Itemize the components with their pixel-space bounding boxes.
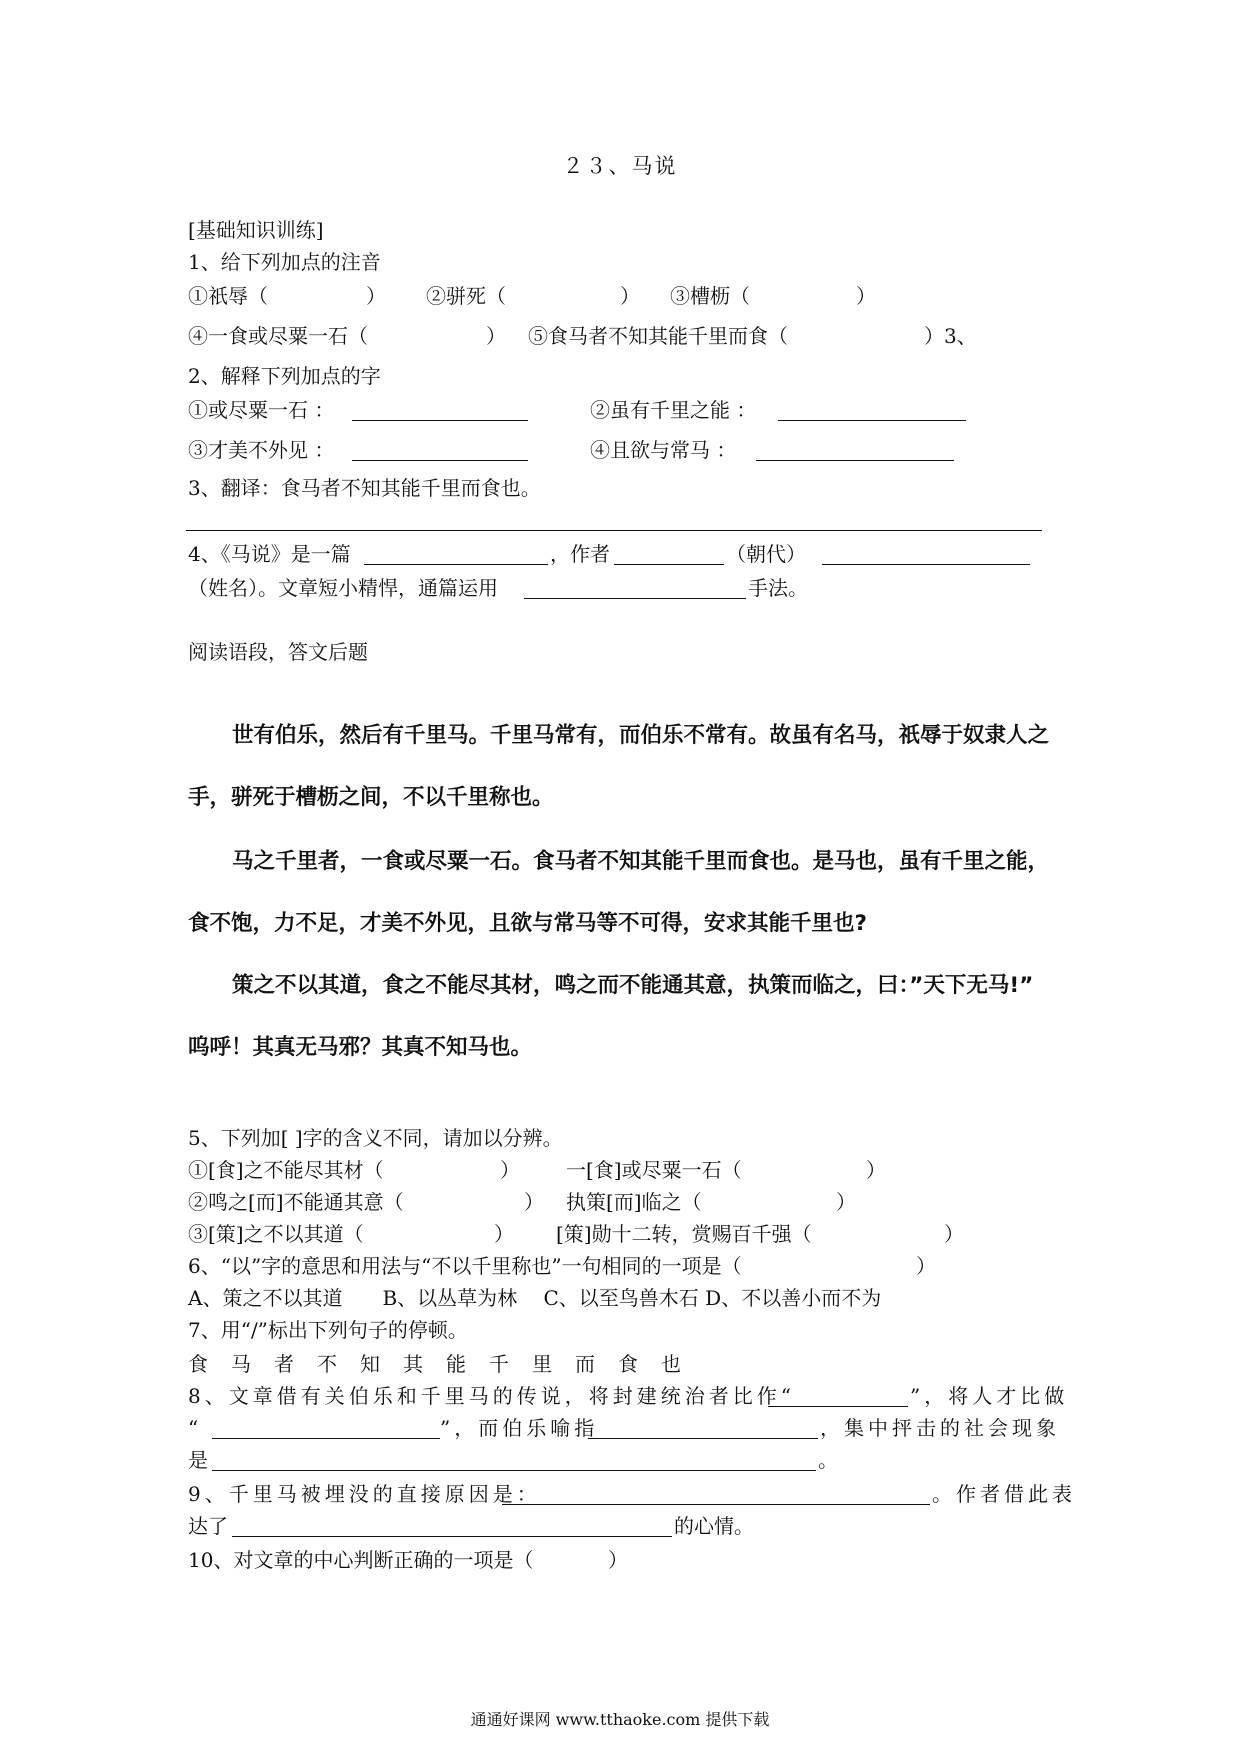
q5-row1-b-close: ）: [866, 1158, 886, 1182]
passage-line-3: 马之千里者，一食或尽粟一石。食马者不知其能千里而食也。是马也，虽有千里之能，: [232, 849, 1050, 874]
q3-prompt: 3、翻译：食马者不知其能千里而食也。: [188, 476, 541, 500]
q2-blank-4[interactable]: [756, 460, 954, 461]
footer-text: 通通好课网 www.tthaoke.com 提供下载: [470, 1710, 770, 1729]
q9-line1-b: 。作者借此表: [932, 1482, 1076, 1506]
q8-line1-b: ”，将人才比做: [910, 1384, 1069, 1408]
q8-blank-ruler[interactable]: [768, 1406, 908, 1407]
q8-blank-bole[interactable]: [588, 1438, 818, 1439]
q1-item-1-close: ）: [366, 284, 386, 308]
q5-row3-b-close: ）: [944, 1222, 964, 1246]
q1-item-4: ④一食或尽粟一石（: [188, 324, 368, 348]
q3-answer-line[interactable]: [186, 530, 1042, 531]
q5-row1-b: 一[食]或尽粟一石（: [566, 1158, 742, 1182]
q8-blank-talent[interactable]: [212, 1438, 440, 1439]
q4-line1-b: ，作者: [550, 542, 610, 566]
q7-sentence: 食马者不知其能千里而食也: [188, 1352, 704, 1376]
passage-line-6: 呜呼！其真无马邪？其真不知马也。: [188, 1035, 533, 1060]
q5-row2-a: ②鸣之[而]不能通其意（: [188, 1190, 404, 1214]
q4-blank-genre[interactable]: [364, 564, 548, 565]
q9-blank-feeling[interactable]: [232, 1536, 672, 1537]
q9-blank-reason[interactable]: [502, 1504, 930, 1505]
q5-row3-b: [策]勋十二转，赏赐百千强（: [556, 1222, 812, 1246]
q2-blank-1[interactable]: [352, 420, 528, 421]
q8-line3-a: 是: [188, 1448, 208, 1472]
q5-row1-a: ①[食]之不能尽其材（: [188, 1158, 384, 1182]
q1-prompt: 1、给下列加点的注音: [188, 250, 381, 274]
q6-close: ）: [916, 1254, 936, 1278]
section-heading: [基础知识训练]: [188, 218, 324, 242]
q5-row1-a-close: ）: [500, 1158, 520, 1182]
q2-blank-2[interactable]: [778, 420, 966, 421]
q1-item-5-close: ）3、: [924, 324, 977, 348]
q5-row2-b: 执策[而]临之（: [566, 1190, 702, 1214]
q2-item-4: ④且欲与常马 ：: [590, 438, 737, 462]
reading-intro: 阅读语段，答文后题: [188, 640, 368, 664]
q4-line2-b: 手法。: [748, 576, 808, 600]
q2-item-3: ③才美不外见 ：: [188, 438, 335, 462]
q4-blank-technique[interactable]: [524, 598, 746, 599]
q1-item-3-close: ）: [856, 284, 876, 308]
passage-line-2: 手，骈死于槽枥之间，不以千里称也。: [188, 785, 554, 810]
q2-prompt: 2、解释下列加点的字: [188, 364, 381, 388]
q6-prompt: 6、“以”字的意思和用法与“不以千里称也”一句相同的一项是（: [188, 1254, 742, 1278]
q4-blank-name[interactable]: [822, 564, 1030, 565]
q2-item-2: ②虽有千里之能 ：: [590, 398, 757, 422]
q7-prompt: 7、用“/”标出下列句子的停顿。: [188, 1318, 468, 1342]
q2-item-1: ①或尽粟一石 ：: [188, 398, 335, 422]
q1-item-4-close: ）: [486, 324, 506, 348]
q5-row3-a: ③[策]之不以其道（: [188, 1222, 364, 1246]
page-title: ２３、马说: [562, 154, 678, 178]
q10-close: ）: [608, 1548, 628, 1572]
q8-line2-a: “: [188, 1416, 199, 1440]
q1-item-2-close: ）: [620, 284, 640, 308]
q4-line1-a: 4、《马说》是一篇: [188, 542, 351, 566]
q6-options: A、策之不以其道 B、以丛草为林 C、以至鸟兽木石 D、不以善小而不为: [188, 1286, 882, 1310]
q8-blank-phenomenon[interactable]: [212, 1470, 816, 1471]
q2-blank-3[interactable]: [352, 460, 528, 461]
q1-item-1: ①祇辱（: [188, 284, 268, 308]
q8-line2-c: ，集中抨击的社会现象: [820, 1416, 1060, 1440]
q1-item-3: ③槽枥（: [670, 284, 750, 308]
q5-row2-b-close: ）: [836, 1190, 856, 1214]
q8-line1-a: 8、文章借有关伯乐和千里马的传说，将封建统治者比作“: [188, 1384, 795, 1408]
passage-line-4: 食不饱，力不足，才美不外见，且欲与常马等不可得，安求其能千里也?: [188, 911, 867, 936]
q8-line3-b: 。: [818, 1448, 838, 1472]
q5-prompt: 5、下列加[ ]字的含义不同，请加以分辨。: [188, 1126, 563, 1150]
q8-line2-b: ”，而伯乐喻指: [440, 1416, 599, 1440]
q5-row3-a-close: ）: [494, 1222, 514, 1246]
q9-line1-a: 9、千里马被埋没的直接原因是：: [188, 1482, 541, 1506]
passage-line-5: 策之不以其道，食之不能尽其材，鸣之而不能通其意，执策而临之，曰：”天下无马!”: [232, 973, 1034, 998]
passage-line-1: 世有伯乐，然后有千里马。千里马常有，而伯乐不常有。故虽有名马，祇辱于奴隶人之: [232, 723, 1050, 748]
q10-prompt: 10、对文章的中心判断正确的一项是（: [188, 1548, 534, 1572]
q1-item-2: ②骈死（: [426, 284, 506, 308]
q1-item-5: ⑤食马者不知其能千里而食（: [528, 324, 788, 348]
q4-blank-dynasty[interactable]: [614, 564, 724, 565]
q4-line1-c: （朝代）: [726, 542, 806, 566]
q4-line2-a: （姓名）。文章短小精悍，通篇运用: [188, 576, 498, 600]
q9-line2-a: 达了: [188, 1514, 228, 1538]
q5-row2-a-close: ）: [524, 1190, 544, 1214]
q9-line2-b: 的心情。: [674, 1514, 754, 1538]
